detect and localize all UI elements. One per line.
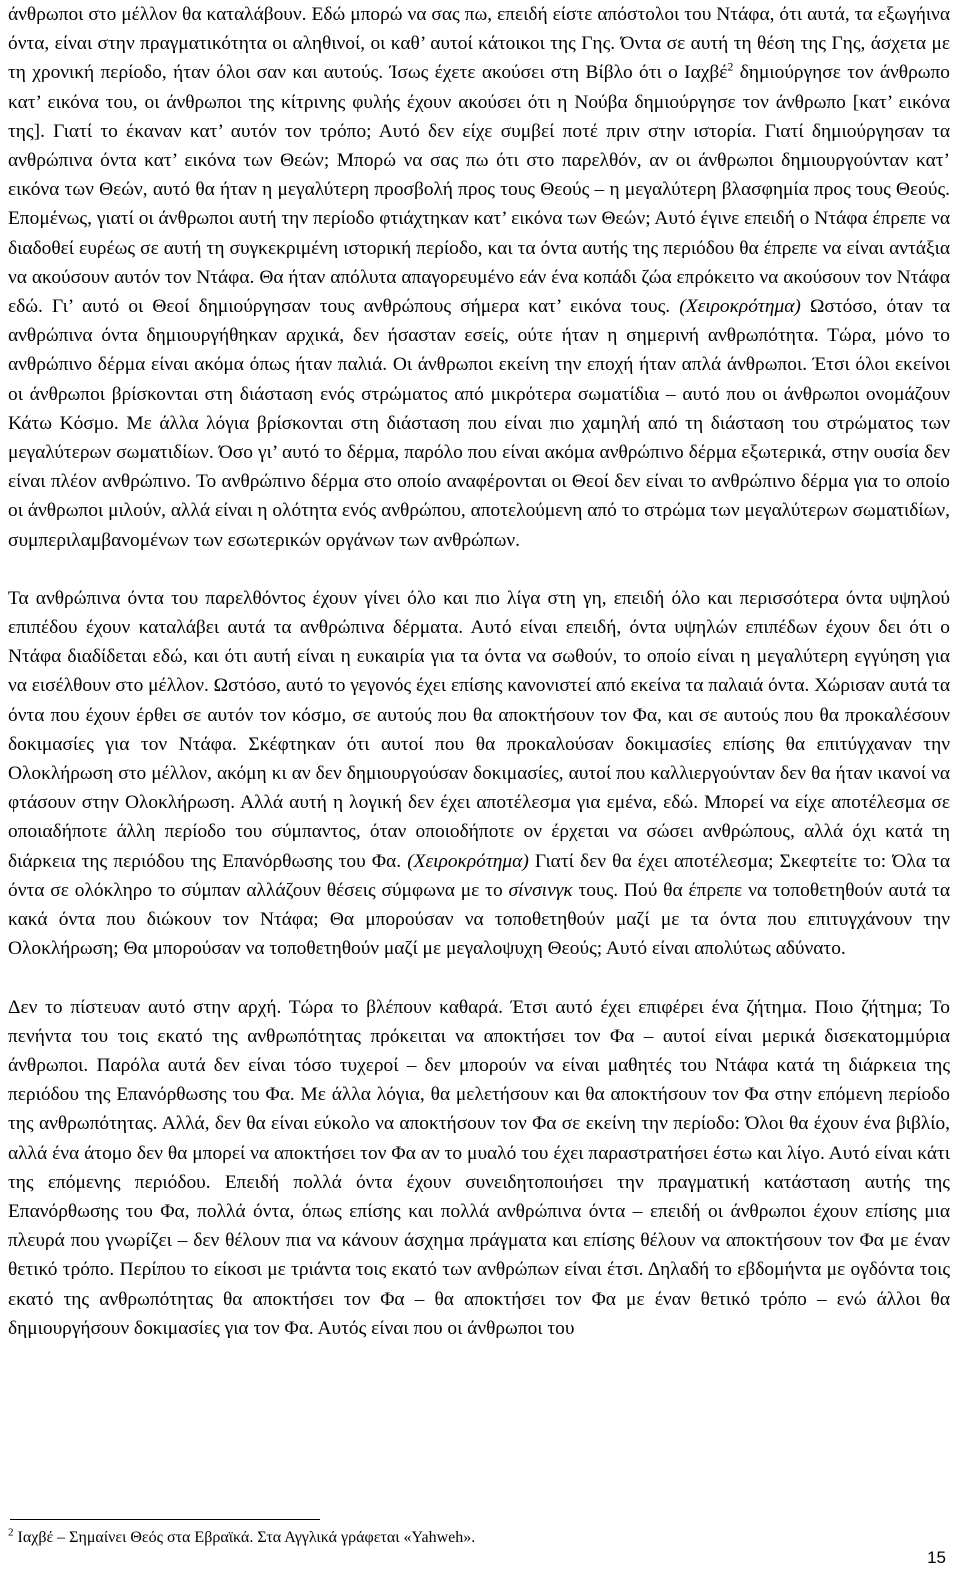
applause-note: (Χειροκρότημα) [407, 850, 529, 872]
paragraph-gap [8, 555, 950, 584]
paragraph-2-text-c: τους. Πού θα έπρεπε να τοποθετηθούν αυτά τα κακά όντα που διώκουν τον Ντάφα; Θα μπορούσαν να τοποθετηθούν μαζί με τα όντα που επιτυγχάνουν την Ολοκλήρωση; Θα μπορούσαν να τοποθετηθούν μαζί με μεγαλοψυχη Θεούς; Αυτό είναι απολύτως αδύνατο. [8, 879, 950, 960]
paragraph-1-text-a: άνθρωποι στο μέλλον θα καταλάβουν. Εδώ μπορώ να σας πω, επειδή είστε απόστολοι του Ντάφα, ότι αυτά, τα εξωγήινα όντα, είναι στην πραγματικότητα οι αληθινοί, οι καθ’ αυτοί κάτοικοι της Γης. Όντα σε αυτή τη θέση της Γης, άσχετα με τη χρονική περίοδο, ήταν όλοι σαν και αυτούς. Ίσως έχετε ακούσει στη Βίβλο ότι ο Ιαχβέ [8, 4, 950, 84]
paragraph-2 [8, 584, 950, 964]
paragraph-1-text-c: Ωστόσο, όταν τα ανθρώπινα όντα δημιουργήθηκαν αρχικά, δεν ήσασταν εσείς, ούτε ήταν η σημερινή ανθρωπότητα. Τώρα, μόνο το ανθρώπινο δέρμα είναι ακόμα όπως ήταν παλιά. Οι άνθρωποι εκείνη την εποχή ήταν απλά άνθρωποι. Έτσι όλοι εκείνοι οι άνθρωποι βρίσκονται στη διάσταση ενός στρώματος από μικρότερα σωματίδια – αυτό που οι άνθρωποι ονομάζουν Κάτω Κόσμο. Με άλλα λόγια βρίσκονται στη διάσταση που είναι πιο χαμηλή από τη διάσταση του στρώματος των μεγαλύτερων σωματιδίων. Όσο γι’ αυτό το δέρμα, παρόλο που είναι ακόμα ανθρώπινο δέρμα εξωτερικά, στην ουσία δεν είναι πλέον ανθρώπινο. Το ανθρώπινο δέρμα στο οποίο αναφέρονται οι Θεοί δεν είναι το ανθρώπινο δέρμα για το οποίο οι άνθρωποι μιλούν, αλλά είναι η ολότητα ενός ανθρώπου, αποτελούμενη από το στρώμα των μεγαλύτερων σωματιδίων, συμπεριλαμβανομένων των εσωτερικών οργάνων των ανθρώπων. [8, 296, 950, 551]
emphasis-term: σίνσινγκ [508, 879, 573, 901]
paragraph-3-text: Δεν το πίστευαν αυτό στην αρχή. Τώρα το βλέπουν καθαρά. Έτσι αυτό έχει επιφέρει ένα ζήτημα. Ποιο ζήτημα; Το πενήντα του τοις εκατό της ανθρωπότητας πρόκειται να αποκτήσει τον Φα – αυτοί είναι μερικά δισεκατομμύρια άνθρωποι. Παρόλα αυτά δεν είναι τόσο τυχεροί – δεν μπορούν να είναι μαθητές του Ντάφα κατά τη διάρκεια της περιόδου της Επανόρθωσης του Φα. Με άλλα λόγια, θα μελετήσουν και θα αποκτήσουν τον Φα στην επόμενη περίοδο της ανθρωπότητας. Αλλά, δεν θα είναι εύκολο να αποκτήσουν τον Φα σε εκείνη την περίοδο: Όλοι θα έχουν ένα βιβλίο, αλλά ένα άτομο δεν θα μπορεί να αποκτήσει τον Φα αν το μυαλό του έχει παραστρατήσει έστω και λίγο. Αυτό είναι κάτι της επόμενης περιόδου. Επειδή πολλά όντα έχουν συνειδητοποιήσει την πραγματική κατάσταση αυτής της Επανόρθωσης του Φα, πολλά όντα, όπως επίσης και πολλά ανθρώπινα όντα – επειδή οι άνθρωποι έχουν επίσης μια πλευρά που γνωρίζει – δεν θέλουν πια να κάνουν άσχημα πράγματα και επίσης θέλουν να αποκτήσουν τον Φα με έναν θετικό τρόπο. Περίπου το είκοσι με τριάντα τοις εκατό των ανθρώπων είναι έτσι. Δηλαδή το εβδομήντα με ογδόντα τοις εκατό της ανθρωπότητας θα αποκτήσει τον Φα – θα αποκτήσει τον Φα με έναν θετικό τρόπο – ενώ άλλοι θα δημιουργήσουν δοκιμασίες για τον Φα. Αυτός είναι που οι άνθρωποι του [8, 996, 950, 1339]
paragraph-2-text-b: Γιατί δεν θα έχει αποτέλεσμα; Σκεφτείτε το: Όλα τα όντα σε ολόκληρο το σύμπαν αλλάζουν θέσεις σύμφωνα με το [8, 850, 950, 901]
page-number: 15 [927, 1548, 946, 1567]
paragraph-1-text-b: δημιούργησε τον άνθρωπο κατ’ εικόνα του, οι άνθρωποι της κίτρινης φυλής έχουν ακούσει ότι η Νούβα δημιούργησε τον άνθρωπο [κατ’ εικόνα της]. Γιατί το έκαναν κατ’ αυτόν τον τρόπο; Αυτό δεν είχε συμβεί ποτέ πριν στην ιστορία. Γιατί δημιούργησαν τα ανθρώπινα όντα κατ’ εικόνα των Θεών; Μπορώ να σας πω ότι στο παρελθόν, αν οι άνθρωποι δημιουργούνταν κατ’ εικόνα των Θεών, αυτό θα ήταν η μεγαλύτερη προσβολή προς τους Θεούς – η μεγαλύτερη βλασφημία προς τους Θεούς. Επομένως, γιατί οι άνθρωποι αυτή την περίοδο φτιάχτηκαν κατ’ εικόνα των Θεών; Αυτό έγινε επειδή ο Ντάφα έπρεπε να διαδοθεί ευρέως σε αυτή τη συγκεκριμένη ιστορική περίοδο, και τα όντα αυτής της περιόδου θα έπρεπε να είναι αντάξια να ακούσουν αυτόν τον Ντάφα. Θα ήταν απόλυτα απαγορευμένο εάν ένα κοπάδι ζώα επρόκειτο να ακούσουν τον Ντάφα εδώ. Γι’ αυτό οι Θεοί δημιούργησαν τους ανθρώπους σήμερα κατ’ εικόνα τους. [8, 62, 950, 318]
applause-note: (Χειροκρότημα) [679, 296, 801, 318]
footnote-number: 2 [8, 1526, 14, 1539]
paragraph-gap [8, 964, 950, 993]
footnote-reference[interactable]: 2 [727, 59, 734, 74]
paragraph-1 [8, 0, 950, 555]
paragraph-2-text-a: Τα ανθρώπινα όντα του παρελθόντος έχουν γίνει όλο και πιο λίγα στη γη, επειδή όλο και περισσότερα όντα υψηλού επιπέδου έχουν καταλάβει αυτά τα ανθρώπινα δέρματα. Αυτό είναι επειδή, όντα υψηλών επιπέδων έχουν δει ότι ο Ντάφα διαδίδεται εδώ, και ότι αυτή είναι η ευκαιρία για τα όντα να σωθούν, το οποίο είναι η μεγαλύτερη εγγύηση για να εισέλθουν στο μέλλον. Ωστόσο, αυτό το γεγονός έχει επίσης κανονιστεί από εκείνα τα παλαιά όντα. Χώρισαν αυτά τα όντα που έχουν έρθει σε αυτόν τον κόσμο, σε αυτούς που θα αποκτήσουν τον Φα, και σε αυτούς που θα προκαλέσουν δοκιμασίες για τον Ντάφα. Σκέφτηκαν ότι αυτοί που θα προκαλούσαν δοκιμασίες επίσης θα επιτύγχαναν την Ολοκλήρωση στο μέλλον, ακόμη κι αν δεν δημιουργούσαν δοκιμασίες, αυτοί που καλλιεργούνταν δεν θα ήταν ικανοί να φτάσουν στην Ολοκλήρωση. Αλλά αυτή η λογική δεν έχει αποτέλεσμα για εμένα, εδώ. Μπορεί να είχε αποτέλεσμα σε οποιαδήποτε άλλη περίοδο του σύμπαντος, όταν οποιοδήποτε ον έρχεται να σώσει ανθρώπους, αλλά όχι κατά τη διάρκεια της περιόδου της Επανόρθωσης του Φα. [8, 587, 950, 872]
footnote [8, 1528, 928, 1548]
footnote-divider [10, 1519, 320, 1520]
paragraph-3 [8, 993, 950, 1343]
footnote-text: Ιαχβέ – Σημαίνει Θεός στα Εβραϊκά. Στα Αγγλικά γράφεται «Yahweh». [13, 1529, 476, 1546]
